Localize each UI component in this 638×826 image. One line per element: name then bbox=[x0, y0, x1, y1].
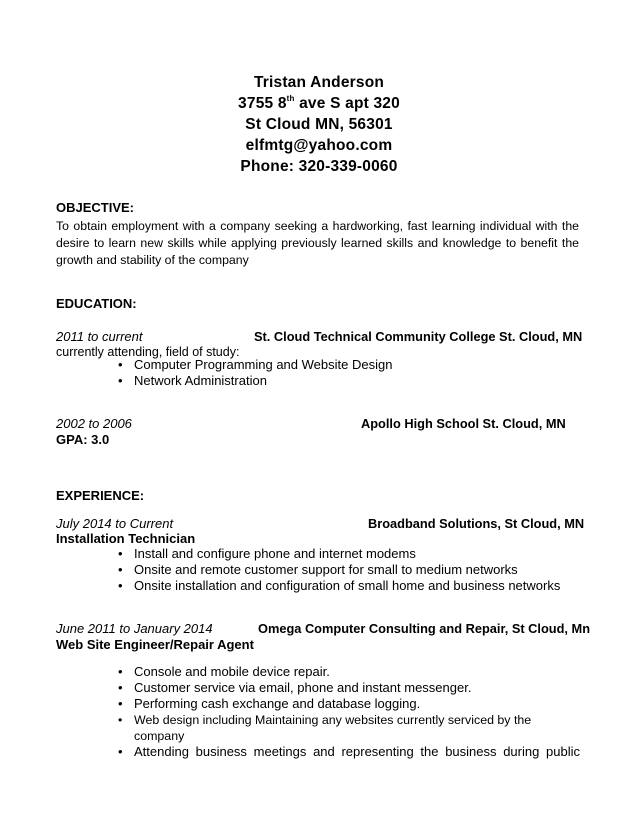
education-dates: 2011 to current bbox=[56, 329, 143, 344]
phone-number: Phone: 320-339-0060 bbox=[240, 158, 398, 175]
bullet-icon: • bbox=[118, 373, 123, 388]
street-address bbox=[0, 93, 638, 114]
list-item-text: Console and mobile device repair. bbox=[134, 664, 330, 679]
education-school: St. Cloud Technical Community College St. Cloud, MN bbox=[254, 329, 583, 344]
bullet-icon: • bbox=[118, 680, 123, 695]
job-company: Omega Computer Consulting and Repair, St Cloud, Mn bbox=[258, 621, 591, 636]
education-note: currently attending, field of study: bbox=[56, 345, 240, 359]
address-street: ave S apt 320 bbox=[294, 95, 400, 112]
list-item-text: Performing cash exchange and database logging. bbox=[134, 696, 421, 711]
bullet-icon: • bbox=[118, 664, 123, 679]
bullet-icon: • bbox=[118, 696, 123, 711]
list-item bbox=[118, 744, 580, 760]
list-item bbox=[118, 546, 560, 562]
bullet-icon: • bbox=[118, 744, 123, 759]
contact-header bbox=[0, 72, 638, 177]
objective-text: To obtain employment with a company seeking a hardworking, fast learning individual with the desire to learn new skills while applying previously learned skills and knowledge to benefit the growth and stability of the company bbox=[56, 219, 579, 267]
job-title: Installation Technician bbox=[56, 531, 196, 546]
list-item-text: Onsite installation and configuration of small home and business networks bbox=[134, 578, 561, 593]
list-item bbox=[118, 578, 560, 594]
job-company: Broadband Solutions, St Cloud, MN bbox=[368, 516, 585, 531]
job-dates: June 2011 to January 2014 bbox=[56, 621, 213, 636]
bullet-icon: • bbox=[118, 546, 123, 561]
list-item-text: Web design including Maintaining any websites currently serviced by the company bbox=[134, 713, 532, 743]
list-item bbox=[118, 373, 392, 389]
list-item-text: Attending business meetings and representing the business during public bbox=[134, 744, 580, 759]
education-gpa: GPA: 3.0 bbox=[56, 432, 110, 447]
address-number: 3755 8 bbox=[238, 95, 287, 112]
applicant-name: Tristan Anderson bbox=[253, 74, 385, 91]
job-title: Web Site Engineer/Repair Agent bbox=[56, 637, 254, 652]
list-item-text: Network Administration bbox=[134, 373, 267, 388]
list-item-text: Computer Programming and Website Design bbox=[134, 357, 393, 372]
job-dates: July 2014 to Current bbox=[56, 516, 174, 531]
list-item bbox=[118, 696, 580, 712]
city-state-zip: St Cloud MN, 56301 bbox=[245, 116, 393, 133]
objective-heading: OBJECTIVE: bbox=[56, 200, 135, 215]
list-item bbox=[118, 357, 392, 373]
list-item bbox=[118, 562, 560, 578]
list-item bbox=[118, 680, 580, 696]
bullet-icon: • bbox=[118, 357, 123, 372]
list-item bbox=[118, 664, 580, 680]
email-address: elfmtg@yahoo.com bbox=[245, 137, 393, 154]
list-item-text: Customer service via email, phone and instant messenger. bbox=[134, 680, 472, 695]
education-school: Apollo High School St. Cloud, MN bbox=[361, 416, 566, 431]
education-study-list bbox=[118, 357, 392, 389]
education-heading: EDUCATION: bbox=[56, 296, 137, 311]
list-item bbox=[118, 712, 580, 744]
bullet-icon: • bbox=[118, 562, 123, 577]
education-dates: 2002 to 2006 bbox=[56, 416, 132, 431]
list-item-text: Install and configure phone and internet modems bbox=[134, 546, 416, 561]
bullet-icon: • bbox=[118, 713, 123, 727]
job-duties-list bbox=[118, 546, 560, 594]
bullet-icon: • bbox=[118, 578, 123, 593]
list-item-text: Onsite and remote customer support for small to medium networks bbox=[134, 562, 518, 577]
job-duties-list bbox=[118, 664, 580, 760]
experience-heading: EXPERIENCE: bbox=[56, 488, 145, 503]
address-ordinal: th bbox=[286, 94, 295, 103]
